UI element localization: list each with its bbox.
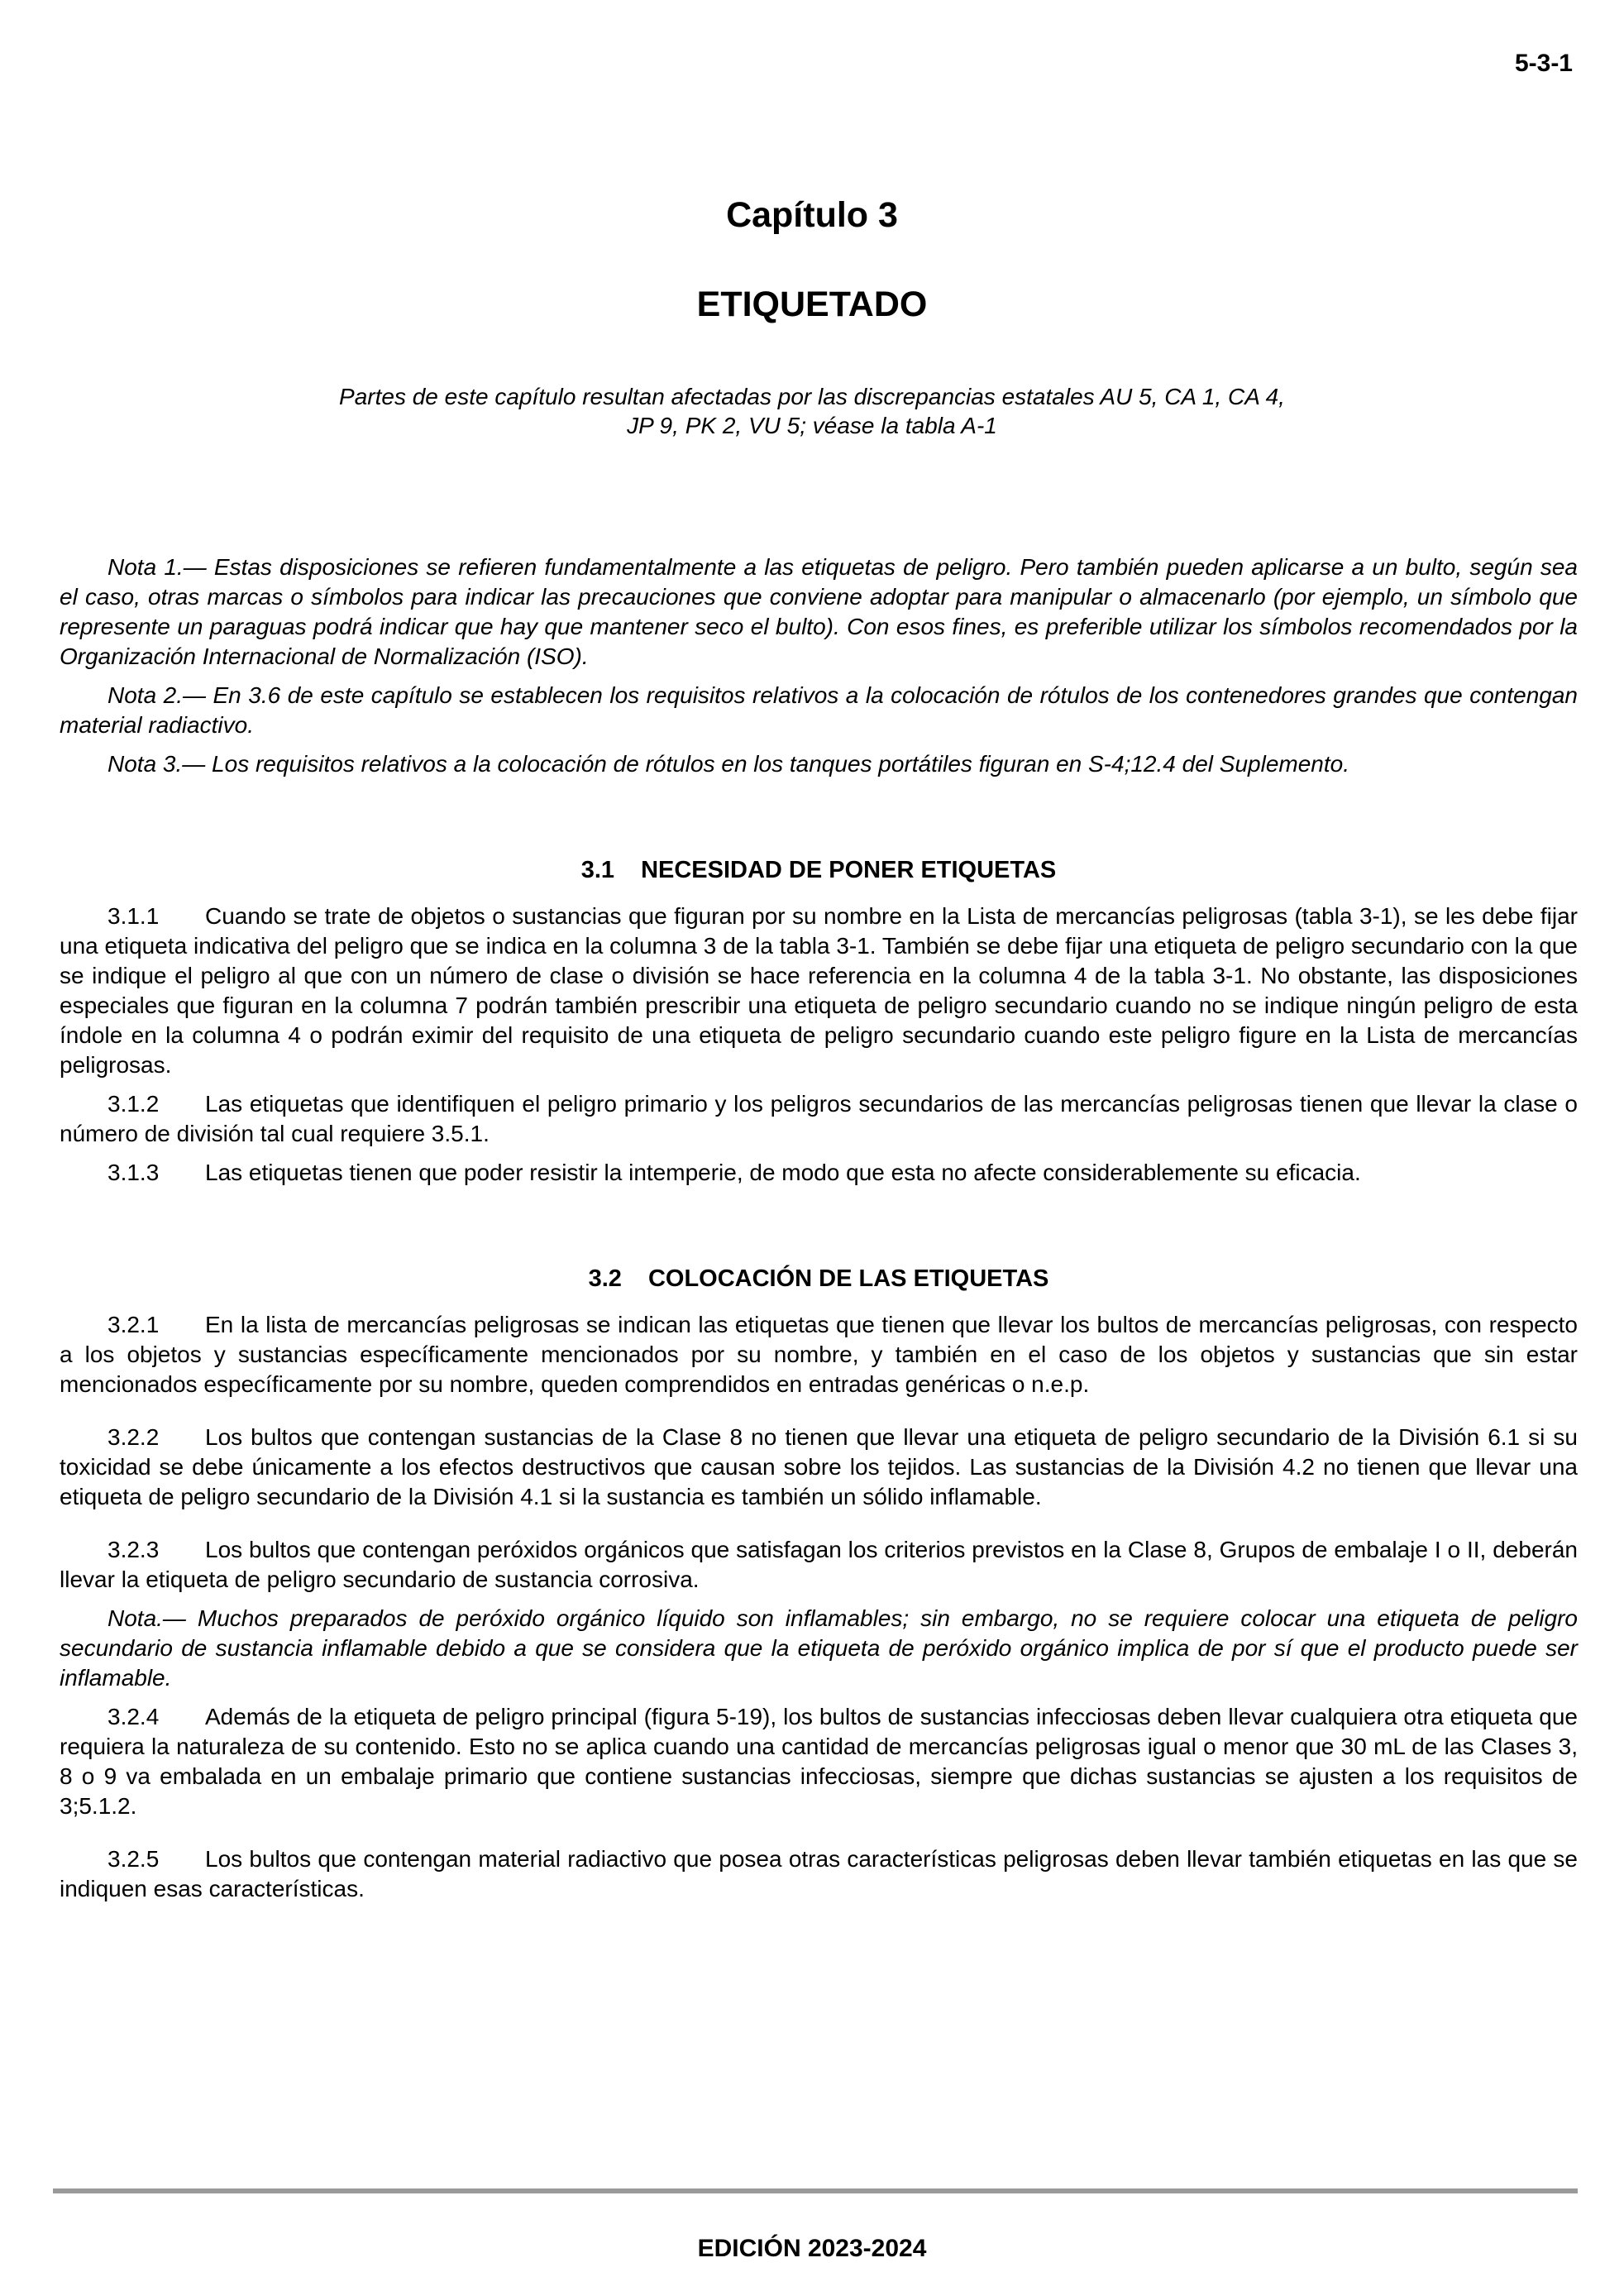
paragraph-number: 3.1.3	[107, 1160, 160, 1185]
note-3: Nota 3.— Los requisitos relativos a la colocación de rótulos en los tanques portátiles figuran en S-4;12.4 del Suplemento.	[107, 751, 1349, 777]
section-number: 3.2	[588, 1265, 622, 1292]
document-body	[60, 552, 1578, 1904]
paragraph-number: 3.1.1	[107, 903, 160, 929]
page-number: 5-3-1	[1514, 50, 1573, 77]
paragraph-3-1-1	[60, 902, 1578, 1080]
chapter-title: Capítulo 3	[726, 195, 898, 235]
paragraph-3-2-2	[60, 1423, 1578, 1512]
discrepancies-line-2: JP 9, PK 2, VU 5; véase la tabla A-1	[627, 413, 997, 438]
chapter-subtitle: ETIQUETADO	[696, 285, 928, 324]
section-title: NECESIDAD DE PONER ETIQUETAS	[641, 857, 1057, 883]
paragraph-text: Los bultos que contengan material radiactivo que posea otras características peligrosas deben llevar también etiquetas en las que se indiquen esas características.	[60, 1846, 1578, 1901]
section-heading-3-2	[60, 1264, 1578, 1294]
paragraph-3-1-2	[60, 1089, 1578, 1149]
discrepancies-line-1: Partes de este capítulo resultan afectadas por las discrepancias estatales AU 5, CA 1, CA 4,	[339, 384, 1285, 409]
paragraph-text: Cuando se trate de objetos o sustancias que figuran por su nombre en la Lista de mercancías peligrosas (tabla 3-1), se les debe fijar una etiqueta indicativa del peligro que se indica en la columna 3 de la tabla 3-1. También se debe fijar una etiqueta de peligro secundario con la que se indique el peligro al que con un número de clase o división se hace referencia en la columna 4 de la tabla 3-1. No obstante, las disposiciones especiales que figuran en la columna 7 podrán también prescribir una etiqueta de peligro secundario cuando no se indique ningún peligro de esta índole en la columna 4 o podrán eximir del requisito de una etiqueta de peligro secundario cuando este peligro figure en la Lista de mercancías peligrosas.	[60, 903, 1578, 1078]
paragraph-number: 3.2.5	[107, 1846, 160, 1872]
paragraph-text: Las etiquetas que identifiquen el peligro primario y los peligros secundarios de las mercancías peligrosas tienen que llevar la clase o número de división tal cual requiere 3.5.1.	[60, 1091, 1578, 1146]
paragraph-3-2-4	[60, 1702, 1578, 1821]
paragraph-3-2-1	[60, 1310, 1578, 1399]
state-discrepancies	[0, 382, 1624, 440]
section-number: 3.1	[580, 857, 615, 883]
note-1: Nota 1.— Estas disposiciones se refieren fundamentalmente a las etiquetas de peligro. Pero también pueden aplicarse a un bulto, según sea el caso, otras marcas o símbolos para indicar las precauciones que conviene adoptar para manipular o almacenarlo (por ejemplo, un símbolo que represente un paraguas podrá indicar que hay que mantener seco el bulto). Con esos fines, es preferible utilizar los símbolos recomendados por la Organización Internacional de Normalización (ISO).	[60, 554, 1578, 669]
paragraph-3-2-3	[60, 1535, 1578, 1595]
section-heading-3-1	[60, 855, 1578, 885]
note-2: Nota 2.— En 3.6 de este capítulo se establecen los requisitos relativos a la colocación de rótulos de los contenedores grandes que contengan material radiactivo.	[60, 682, 1578, 738]
paragraph-text: Los bultos que contengan sustancias de la Clase 8 no tienen que llevar una etiqueta de peligro secundario de la División 6.1 si su toxicidad se debe únicamente a los efectos destructivos que causan sobre los tejidos. Las sustancias de la División 4.2 no tienen que llevar una etiqueta de peligro secundario de la División 4.1 si la sustancia es también un sólido inflamable.	[60, 1424, 1578, 1509]
footer-edition: EDICIÓN 2023-2024	[697, 2235, 927, 2262]
footer-divider	[53, 2188, 1578, 2193]
section-title: COLOCACIÓN DE LAS ETIQUETAS	[647, 1265, 1049, 1292]
paragraph-number: 3.2.2	[107, 1424, 160, 1450]
paragraph-number: 3.2.1	[107, 1312, 160, 1337]
paragraph-number: 3.1.2	[107, 1091, 160, 1117]
paragraph-text: Las etiquetas tienen que poder resistir la intemperie, de modo que esta no afecte considerablemente su eficacia.	[205, 1160, 1361, 1185]
paragraph-number: 3.2.4	[107, 1704, 160, 1729]
paragraph-3-1-3	[60, 1158, 1578, 1188]
note-organic-peroxide: Nota.— Muchos preparados de peróxido orgánico líquido son inflamables; sin embargo, no se requiere colocar una etiqueta de peligro secundario de sustancia inflamable debido a que se considera que la etiqueta de peróxido orgánico implica de por sí que el producto puede ser inflamable.	[60, 1605, 1578, 1691]
paragraph-text: Además de la etiqueta de peligro principal (figura 5-19), los bultos de sustancias infecciosas deben llevar cualquiera otra etiqueta que requiera la naturaleza de su contenido. Esto no se aplica cuando una cantidad de mercancías peligrosas igual o menor que 30 mL de las Clases 3, 8 o 9 va embalada en un embalaje primario que contiene sustancias infecciosas, siempre que dichas sustancias se ajusten a los requisitos de 3;5.1.2.	[60, 1704, 1578, 1819]
paragraph-number: 3.2.3	[107, 1537, 160, 1562]
paragraph-3-2-5	[60, 1844, 1578, 1904]
paragraph-text: Los bultos que contengan peróxidos orgánicos que satisfagan los criterios previstos en la Clase 8, Grupos de embalaje I o II, deberán llevar la etiqueta de peligro secundario de sustancia corrosiva.	[60, 1537, 1578, 1592]
paragraph-text: En la lista de mercancías peligrosas se indican las etiquetas que tienen que llevar los bultos de mercancías peligrosas, con respecto a los objetos y sustancias específicamente mencionados por su nombre, y también en el caso de los objetos y sustancias que sin estar mencionados específicamente por su nombre, queden comprendidos en entradas genéricas o n.e.p.	[60, 1312, 1578, 1397]
